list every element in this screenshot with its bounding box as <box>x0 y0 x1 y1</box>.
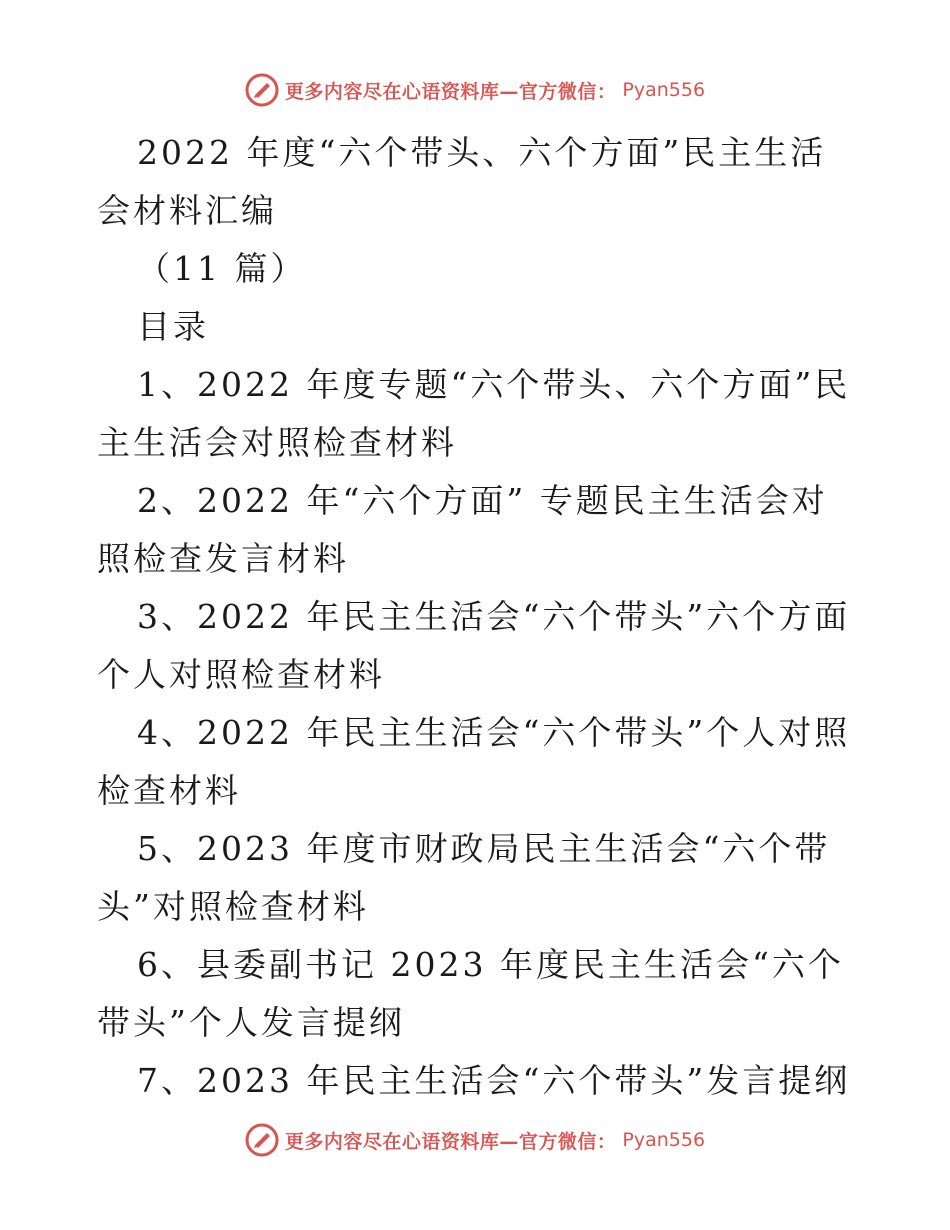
toc-item: 6、县委副书记 2023 年度民主生活会“六个带头”个人发言提纲 <box>97 945 844 1042</box>
brand-logo-icon <box>245 73 279 107</box>
watermark-text: 更多内容尽在心语资料库—官方微信： <box>284 1130 617 1153</box>
document-title: 2022 年度“六个带头、六个方面”民主生活会材料汇编 <box>97 133 827 230</box>
document-body <box>97 124 857 1110</box>
toc-heading: 目录 <box>137 307 209 346</box>
brand-logo-icon <box>245 1123 279 1157</box>
document-count: （11 篇） <box>137 249 307 288</box>
footer-watermark <box>0 1123 950 1157</box>
toc-item: 5、2023 年度市财政局民主生活会“六个带头”对照检查材料 <box>97 829 831 926</box>
toc-item: 7、2023 年民主生活会“六个带头”发言提纲 <box>137 1061 851 1100</box>
watermark-wechat-id: Pyan556 <box>622 79 706 101</box>
toc-item: 1、2022 年度专题“六个带头、六个方面”民主生活会对照检查材料 <box>97 365 851 462</box>
watermark-wechat-id: Pyan556 <box>622 1129 706 1151</box>
watermark-text: 更多内容尽在心语资料库—官方微信： <box>284 80 617 103</box>
toc-item: 3、2022 年民主生活会“六个带头”六个方面个人对照检查材料 <box>97 597 851 694</box>
header-watermark <box>0 73 950 107</box>
toc-item: 2、2022 年“六个方面” 专题民主生活会对照检查发言材料 <box>97 481 828 578</box>
toc-item: 4、2022 年民主生活会“六个带头”个人对照检查材料 <box>97 713 851 810</box>
